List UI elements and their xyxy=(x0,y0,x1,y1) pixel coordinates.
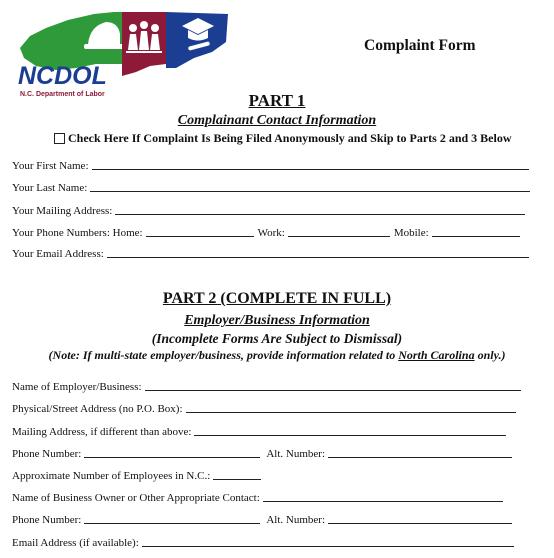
phone-numbers-row xyxy=(12,223,520,239)
nc-state-logo-graphic xyxy=(16,8,228,100)
business-mailing-row xyxy=(12,422,506,438)
part1-subtitle: Complainant Contact Information xyxy=(177,113,377,128)
note-text-pre: (Note: If multi-state employer/business, provide information related to xyxy=(48,348,399,362)
part2-title: PART 2 (COMPLETE IN FULL) xyxy=(162,290,392,307)
contact-alt-label: Alt. Number: xyxy=(266,514,326,526)
phone-home-label: Your Phone Numbers: Home: xyxy=(12,227,143,239)
business-mailing-label: Mailing Address, if different than above: xyxy=(12,426,192,438)
phone-mobile-label: Mobile: xyxy=(393,227,429,239)
owner-contact-label: Name of Business Owner or Other Appropriate Contact: xyxy=(12,492,260,504)
first-name-label: Your First Name: xyxy=(12,160,89,172)
last-name-field[interactable] xyxy=(90,181,530,192)
phone-mobile-field[interactable] xyxy=(432,226,520,237)
owner-contact-row xyxy=(12,488,503,504)
contact-phone-field[interactable] xyxy=(84,513,260,524)
phone-work-label: Work: xyxy=(257,227,285,239)
employees-label: Approximate Number of Employees in N.C.: xyxy=(12,470,211,482)
employer-name-row xyxy=(12,377,521,393)
last-name-row xyxy=(12,178,530,194)
anonymous-checkbox[interactable] xyxy=(54,133,65,144)
contact-phone-row xyxy=(12,510,512,526)
form-title: Complaint Form xyxy=(364,37,476,54)
anonymous-checkbox-label: Check Here If Complaint Is Being Filed Anonymously and Skip to Parts 2 and 3 Below xyxy=(68,131,512,145)
part2-subtitle: Employer/Business Information xyxy=(184,313,370,328)
business-email-field[interactable] xyxy=(142,536,514,547)
contact-phone-label: Phone Number: xyxy=(12,514,82,526)
employer-name-field[interactable] xyxy=(145,380,521,391)
employees-row xyxy=(12,466,261,482)
physical-address-row xyxy=(12,399,516,415)
business-phone-row xyxy=(12,444,512,460)
physical-address-field[interactable] xyxy=(186,402,516,413)
people-icon xyxy=(126,21,162,53)
mailing-address-row xyxy=(12,201,525,217)
part1-title: PART 1 xyxy=(248,91,306,110)
email-field[interactable] xyxy=(107,247,529,258)
phone-home-field[interactable] xyxy=(146,226,254,237)
physical-address-label: Physical/Street Address (no P.O. Box): xyxy=(12,403,183,415)
logo-text: NCDOL xyxy=(18,62,107,90)
note-text-post: only.) xyxy=(474,348,506,362)
part2-note-dismissal: (Incomplete Forms Are Subject to Dismissal) xyxy=(151,331,403,346)
business-alt-field[interactable] xyxy=(328,447,512,458)
phone-work-field[interactable] xyxy=(288,226,390,237)
mailing-address-label: Your Mailing Address: xyxy=(12,205,113,217)
business-email-row xyxy=(12,533,514,549)
business-mailing-field[interactable] xyxy=(194,425,506,436)
ncdol-logo xyxy=(16,8,228,100)
email-row xyxy=(12,244,529,260)
note-north-carolina: North Carolina xyxy=(398,348,475,362)
contact-alt-field[interactable] xyxy=(328,513,512,524)
last-name-label: Your Last Name: xyxy=(12,182,88,194)
business-alt-label: Alt. Number: xyxy=(266,448,326,460)
email-label: Your Email Address: xyxy=(12,248,104,260)
employees-field[interactable] xyxy=(213,469,261,480)
mailing-address-field[interactable] xyxy=(115,204,525,215)
business-phone-field[interactable] xyxy=(84,447,260,458)
part2-note-multistate xyxy=(0,348,554,363)
owner-contact-field[interactable] xyxy=(263,491,503,502)
anonymous-checkbox-row xyxy=(54,131,512,146)
business-email-label: Email Address (if available): xyxy=(12,537,139,549)
first-name-field[interactable] xyxy=(92,159,529,170)
logo-subtext: N.C. Department of Labor xyxy=(20,91,105,98)
business-phone-label: Phone Number: xyxy=(12,448,82,460)
employer-name-label: Name of Employer/Business: xyxy=(12,381,142,393)
first-name-row xyxy=(12,156,529,172)
